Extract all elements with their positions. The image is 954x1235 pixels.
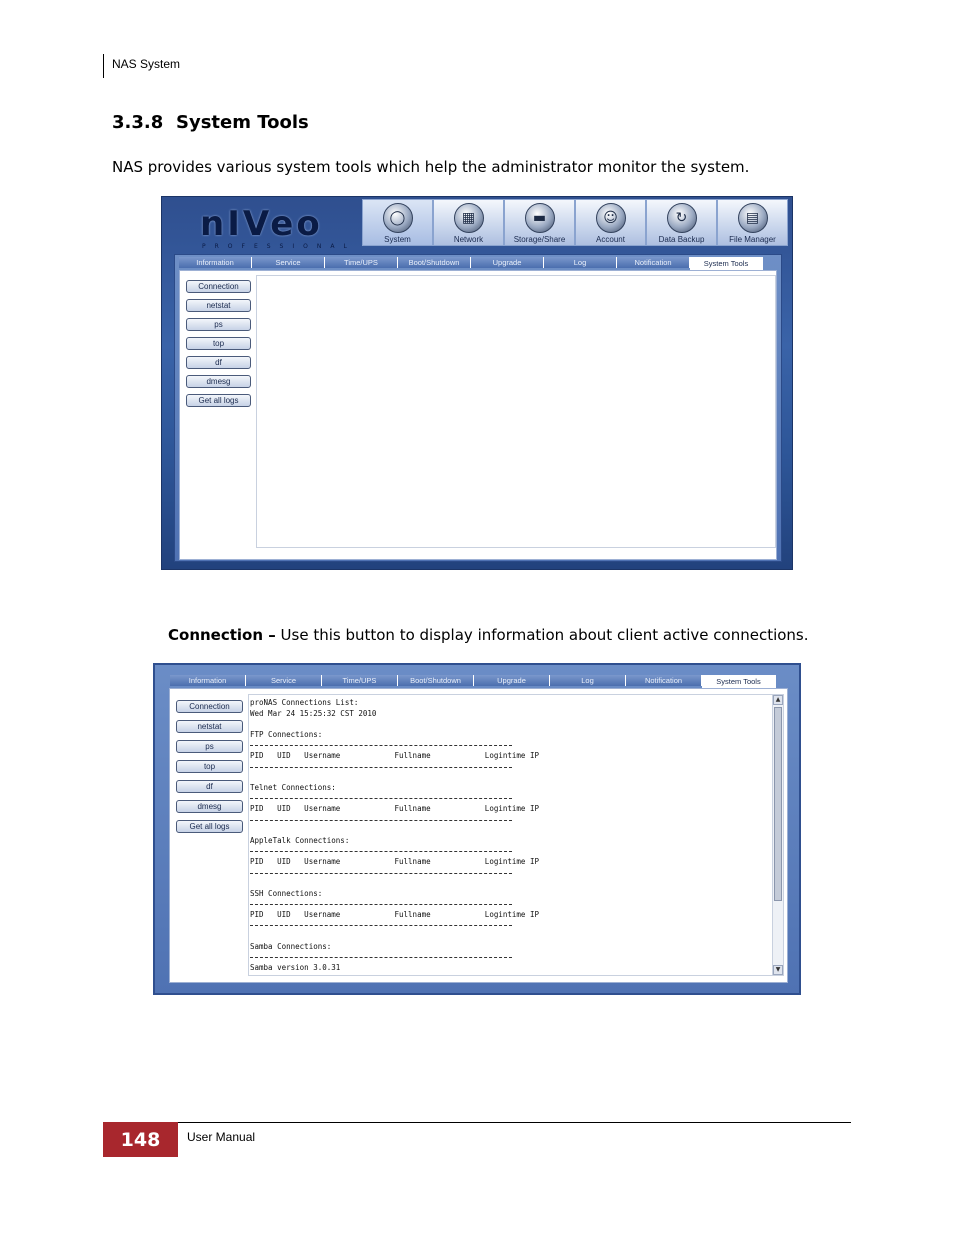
log-divider: [250, 815, 770, 826]
running-header: NAS System: [112, 57, 181, 71]
dmesg-button[interactable]: dmesg: [176, 800, 243, 813]
nav-system[interactable]: [362, 199, 433, 246]
ssh-columns: PID UID Username Fullname Logintime IP: [250, 909, 539, 919]
scroll-thumb[interactable]: [774, 707, 782, 901]
tools-content: [179, 270, 777, 560]
tab-notification[interactable]: Notification: [626, 675, 702, 686]
log-divider: [250, 899, 770, 910]
tools-buttons: [176, 700, 243, 840]
footer-divider: [178, 1122, 851, 1123]
connection-output-screenshot: [153, 663, 801, 995]
output-area[interactable]: [256, 275, 776, 548]
log-divider: [250, 868, 770, 879]
log-divider: [250, 762, 770, 773]
appletalk-columns: PID UID Username Fullname Logintime IP: [250, 856, 539, 866]
tab-log[interactable]: Log: [550, 675, 626, 686]
nav-label: Data Backup: [658, 235, 705, 244]
tab-time-ups[interactable]: Time/UPS: [322, 675, 398, 686]
get-all-logs-button[interactable]: Get all logs: [186, 394, 251, 407]
connection-log: [250, 698, 770, 973]
section-number: 3.3.8: [112, 112, 164, 133]
log-date: Wed Mar 24 15:25:32 CST 2010: [250, 708, 377, 718]
log-empty: [250, 931, 770, 942]
log-empty: [250, 719, 770, 730]
logo-subtext: PROFESSIONAL: [202, 243, 356, 250]
nav-data-backup[interactable]: [646, 199, 717, 246]
tab-information[interactable]: Information: [170, 675, 246, 686]
tab-service[interactable]: Service: [252, 257, 325, 268]
intro-paragraph: NAS provides various system tools which help the administrator monitor the system.: [112, 158, 750, 176]
df-button[interactable]: df: [186, 356, 251, 369]
nav-label: System: [384, 235, 411, 244]
tab-log[interactable]: Log: [544, 257, 617, 268]
tab-upgrade[interactable]: Upgrade: [474, 675, 550, 686]
log-divider: [250, 920, 770, 931]
tab-upgrade[interactable]: Upgrade: [471, 257, 544, 268]
connection-output[interactable]: [248, 694, 784, 976]
log-divider: [250, 952, 770, 963]
scroll-up-icon[interactable]: ▲: [773, 695, 783, 705]
account-icon: ☺: [596, 203, 626, 233]
connection-button[interactable]: Connection: [186, 280, 251, 293]
nav-label: Network: [453, 235, 484, 244]
tab-bar: [179, 257, 763, 270]
top-button[interactable]: top: [176, 760, 243, 773]
connection-description: [168, 626, 809, 644]
ps-button[interactable]: ps: [186, 318, 251, 331]
ssh-heading: SSH Connections:: [250, 888, 323, 898]
log-empty: [250, 825, 770, 836]
log-title: proNAS Connections List:: [250, 698, 359, 707]
log-empty: [250, 772, 770, 783]
storage-icon: ▬: [525, 203, 555, 233]
connection-text: Use this button to display information about client active connections.: [275, 626, 809, 644]
main-nav: [362, 199, 788, 246]
ftp-columns: PID UID Username Fullname Logintime IP: [250, 750, 539, 760]
tools-content: [169, 688, 788, 983]
samba-version: Samba version 3.0.31: [250, 962, 341, 972]
telnet-heading: Telnet Connections:: [250, 782, 336, 792]
tab-boot-shutdown[interactable]: Boot/Shutdown: [398, 675, 474, 686]
tab-information[interactable]: Information: [179, 257, 252, 268]
file-manager-icon: ▤: [738, 203, 768, 233]
nav-storage-share[interactable]: [504, 199, 575, 246]
network-icon: ▦: [454, 203, 484, 233]
header-divider: [103, 54, 104, 78]
vertical-scrollbar[interactable]: [772, 695, 783, 975]
system-tools-screenshot: [161, 196, 793, 570]
log-empty: [250, 878, 770, 889]
tab-boot-shutdown[interactable]: Boot/Shutdown: [398, 257, 471, 268]
section-heading: [112, 112, 309, 133]
ps-button[interactable]: ps: [176, 740, 243, 753]
page-number: 148: [103, 1122, 178, 1157]
nav-account[interactable]: [575, 199, 646, 246]
niveo-logo: [200, 204, 356, 250]
samba-heading: Samba Connections:: [250, 941, 332, 951]
dmesg-button[interactable]: dmesg: [186, 375, 251, 388]
connection-term: Connection –: [168, 626, 276, 644]
ftp-heading: FTP Connections:: [250, 729, 323, 739]
log-divider: [250, 846, 770, 857]
appletalk-heading: AppleTalk Connections:: [250, 835, 350, 845]
telnet-columns: PID UID Username Fullname Logintime IP: [250, 803, 539, 813]
tools-buttons: [186, 280, 251, 413]
logo-text: nIVeo: [200, 204, 323, 244]
get-all-logs-button[interactable]: Get all logs: [176, 820, 243, 833]
footer-label: User Manual: [187, 1130, 256, 1144]
nav-network[interactable]: [433, 199, 504, 246]
section-title: System Tools: [176, 112, 309, 133]
nav-file-manager[interactable]: [717, 199, 788, 246]
connection-button[interactable]: Connection: [176, 700, 243, 713]
nav-label: Storage/Share: [513, 235, 566, 244]
system-icon: ◯: [383, 203, 413, 233]
tab-bar: [170, 675, 776, 688]
tab-time-ups[interactable]: Time/UPS: [325, 257, 398, 268]
tab-service[interactable]: Service: [246, 675, 322, 686]
log-divider: [250, 740, 770, 751]
nav-label: File Manager: [729, 235, 776, 244]
top-button[interactable]: top: [186, 337, 251, 350]
backup-icon: ↻: [667, 203, 697, 233]
log-divider: [250, 793, 770, 804]
tab-notification[interactable]: Notification: [617, 257, 690, 268]
netstat-button[interactable]: netstat: [186, 299, 251, 312]
tab-system-tools[interactable]: System Tools: [690, 257, 763, 270]
tab-system-tools[interactable]: System Tools: [702, 675, 776, 688]
scroll-down-icon[interactable]: ▼: [773, 965, 783, 975]
system-panel: [174, 254, 782, 562]
nav-label: Account: [596, 235, 625, 244]
df-button[interactable]: df: [176, 780, 243, 793]
netstat-button[interactable]: netstat: [176, 720, 243, 733]
